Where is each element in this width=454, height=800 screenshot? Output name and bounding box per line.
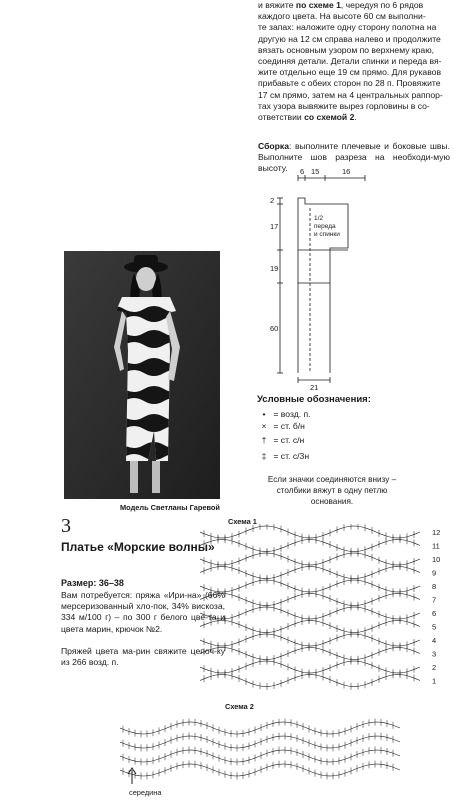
stitch-row (200, 661, 420, 673)
item-number: 3 (61, 515, 71, 537)
model-photo (64, 251, 220, 499)
chain-note: Пряжей цвета ма-рин свяжите цепоч-ку из 266 возд. п. (61, 646, 225, 668)
schema2-chart (120, 708, 410, 786)
stitch-row (200, 553, 420, 565)
stitch-row (200, 607, 420, 619)
schema2-label: Схема 2 (225, 702, 254, 711)
row-number: 8 (432, 582, 437, 591)
item-size: Размер: 36–38 (61, 578, 124, 588)
intro-line (258, 34, 450, 45)
row-number: 4 (432, 636, 437, 645)
intro-segment: , чередуя по 6 рядов (340, 0, 424, 10)
intro-bold-segment: со схемой 2 (304, 112, 355, 123)
stitch-row (120, 750, 400, 762)
intro-segment: вязать основным узором по верхнему краю, (258, 44, 435, 55)
dim-bottom: 21 (310, 383, 319, 392)
stitch-row (200, 621, 420, 633)
stitch-row (200, 634, 420, 646)
intro-line (258, 101, 450, 112)
intro-segment: те запах: наложите одну сторону полотна на (258, 22, 437, 33)
materials-text: Вам потребуется: пряжа «Ири-на» (66% мерсеризованный хло-пок, 34% вискоза, 334 м/100 г) – по 300 г белого цве-та и цвета марин, крючок №2. (61, 590, 225, 634)
stitch-row (120, 736, 400, 748)
dim-left-1: 2 (270, 196, 275, 205)
stitch-row (200, 580, 420, 592)
photo-caption: Модель Светланы Гаревой (120, 503, 220, 512)
row-number: 2 (432, 663, 437, 672)
triple-treble-crochet-icon: ‡ (261, 451, 267, 461)
inner-label-1: 1/2 (314, 215, 324, 222)
assembly-text: : выполните плечевые и боковые швы. Выполните шов разреза на необходи-мую высоту. (258, 141, 450, 174)
intro-line (258, 90, 450, 101)
double-crochet-icon: † (261, 435, 267, 445)
legend-text: = возд. п. (273, 409, 311, 419)
intro-segment: ответствии (258, 112, 305, 123)
intro-segment: другую на 12 см справа налево и продолжите (258, 33, 441, 44)
stitch-row (200, 594, 420, 606)
dim-left-3: 19 (270, 264, 279, 273)
stitch-row (200, 648, 420, 660)
dim-top-1: 6 (300, 168, 305, 176)
pattern-diagram (270, 168, 380, 394)
center-marker-label: середина (129, 788, 162, 797)
intro-segment: прибавьте с обеих сторон по 28 п. Провяжите (258, 78, 441, 89)
intro-line (258, 56, 450, 67)
dim-left-4: 60 (270, 324, 279, 333)
intro-paragraph (258, 0, 450, 123)
stitch-row (120, 722, 400, 734)
single-crochet-icon: × (261, 421, 267, 431)
row-number: 1 (432, 676, 437, 686)
row-number: 12 (432, 528, 441, 537)
legend-text: = ст. б/н (273, 421, 305, 431)
stitch-row (200, 526, 420, 538)
intro-bold-segment: по схеме 1 (295, 0, 341, 10)
intro-line (258, 11, 450, 22)
inner-label-3: и спинки (314, 231, 340, 238)
inner-label-2: переда (314, 223, 336, 230)
row-number: 3 (432, 649, 437, 659)
chain-stitch-icon: • (262, 409, 266, 419)
row-number: 10 (432, 555, 441, 564)
stitch-row (200, 567, 420, 579)
row-number: 5 (432, 622, 437, 632)
schema1-chart (200, 524, 450, 696)
legend-row-trc (257, 451, 309, 461)
row-number: 9 (432, 568, 437, 578)
row-number: 6 (432, 609, 437, 618)
intro-segment: жите отдельно еще 19 см прямо. Для рукавов (258, 67, 442, 78)
intro-line (258, 78, 450, 89)
row-number: 11 (432, 541, 440, 551)
legend-text: = ст. с/3н (273, 451, 310, 461)
stitch-row (200, 675, 420, 687)
model-photo-illustration (64, 251, 220, 499)
intro-line (258, 67, 450, 78)
dim-left-2: 17 (270, 222, 279, 231)
schema1-label: Схема 1 (228, 517, 257, 526)
intro-line (258, 0, 450, 11)
legend-text: = ст. с/н (273, 435, 305, 445)
stitch-row (120, 764, 400, 776)
intro-line (258, 22, 450, 33)
assembly-label: Сборка (258, 141, 289, 151)
legend-row-chain (257, 409, 311, 419)
intro-segment: тах узора вывяжите вырез горловины в со- (258, 100, 430, 111)
intro-segment: . (354, 112, 357, 123)
intro-segment: соединяя детали. Детали спинки и переда вя- (258, 56, 442, 67)
dim-top-2: 15 (311, 168, 320, 176)
intro-segment: 17 см прямо, затем на 4 центральных раппор- (258, 89, 443, 100)
legend-title: Условные обозначения: (257, 394, 371, 405)
item-title: Платье «Морские волны» (61, 540, 215, 554)
intro-line (258, 112, 450, 123)
intro-segment: и вяжите (258, 0, 296, 10)
legend-row-dc (257, 435, 304, 445)
legend-note: Если значки соединяются внизу – столбики вяжут в одну петлю основания. (267, 475, 397, 506)
row-number: 7 (432, 595, 437, 605)
dim-top-3: 16 (342, 168, 351, 176)
intro-segment: каждого цвета. На высоте 60 см выполни- (258, 11, 426, 22)
stitch-row (200, 540, 420, 552)
intro-line (258, 45, 450, 56)
legend-row-sc (257, 421, 305, 431)
